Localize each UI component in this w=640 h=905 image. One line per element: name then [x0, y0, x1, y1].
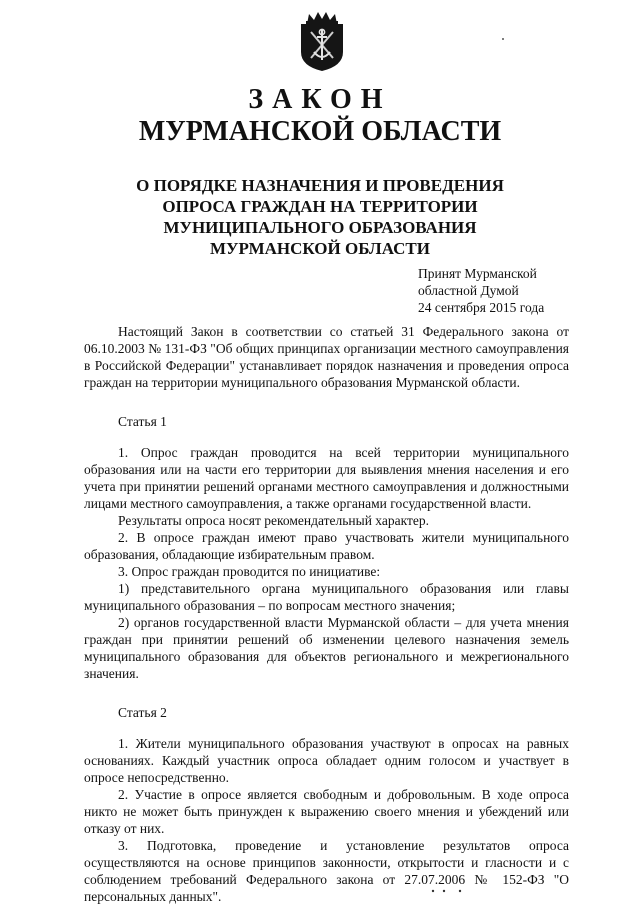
article-1-paragraph: 2. В опросе граждан имеют право участвовать жители муниципального образования, обладающие избирательным правом. — [84, 530, 569, 562]
article-1-paragraph: 3. Опрос граждан проводится по инициативе: — [118, 564, 381, 579]
adoption-note — [418, 265, 588, 316]
scan-dots — [430, 888, 470, 894]
adoption-date: 24 сентября 2015 года — [418, 300, 545, 315]
scan-speck — [502, 38, 504, 40]
preamble-paragraph: Настоящий Закон в соответствии со статьей 31 Федерального закона от 06.10.2003 № 131-ФЗ "Об общих принципах организации местного самоуправления в Российской Федерации" устанавливает порядок назначения и проведения опроса граждан на территории муниципального образования Мурманской области. — [84, 324, 569, 390]
article-2-paragraph: 1. Жители муниципального образования участвуют в опросах на равных основаниях. Каждый участник опроса обладает одним голосом и участвует в опросе непосредственно. — [84, 736, 569, 785]
article-2-heading: Статья 2 — [118, 705, 167, 720]
subtitle-line: МУРМАНСКОЙ ОБЛАСТИ — [210, 239, 430, 258]
article-1-paragraph: Результаты опроса носят рекомендательный характер. — [118, 513, 430, 528]
adoption-line: областной Думой — [418, 283, 519, 298]
adoption-line: Принят Мурманской — [418, 266, 537, 281]
subtitle-line: ОПРОСА ГРАЖДАН НА ТЕРРИТОРИИ — [162, 197, 478, 216]
coat-of-arms-icon — [297, 10, 347, 72]
subtitle-line: МУНИЦИПАЛЬНОГО ОБРАЗОВАНИЯ — [163, 218, 477, 237]
region-title: МУРМАНСКОЙ ОБЛАСТИ — [138, 116, 502, 147]
article-1-paragraph: 2) органов государственной власти Мурманской области – для учета мнения граждан при принятии решений об изменении целевого назначения земель муниципального образования для объектов регионального и межрегионального значения. — [84, 615, 569, 681]
law-title: ЗАКОН — [248, 84, 392, 115]
article-1-heading: Статья 1 — [118, 414, 167, 429]
article-2-paragraph: 3. Подготовка, проведение и установление результатов опроса осуществляются на основе принципов законности, открытости и гласности и с соблюдением требований Федерального закона от 27.07.2006 № 152-ФЗ "О персональных данных". — [84, 838, 569, 904]
article-2-paragraph: 2. Участие в опросе является свободным и добровольным. В ходе опроса никто не может быть принужден к выражению своего мнения и убеждений или отказу от них. — [84, 787, 569, 836]
article-1-paragraph: 1. Опрос граждан проводится на всей территории муниципального образования или на части его территории для выявления мнения населения и его учета при принятии решений органами местного самоуправления и должностными лицами местного самоуправления, а также органами государственной власти. — [84, 445, 569, 511]
law-subtitle — [70, 175, 570, 259]
subtitle-line: О ПОРЯДКЕ НАЗНАЧЕНИЯ И ПРОВЕДЕНИЯ — [136, 176, 504, 195]
law-body — [84, 323, 569, 905]
article-1-paragraph: 1) представительного органа муниципального образования или главы муниципального образования – по вопросам местного значения; — [84, 581, 569, 613]
